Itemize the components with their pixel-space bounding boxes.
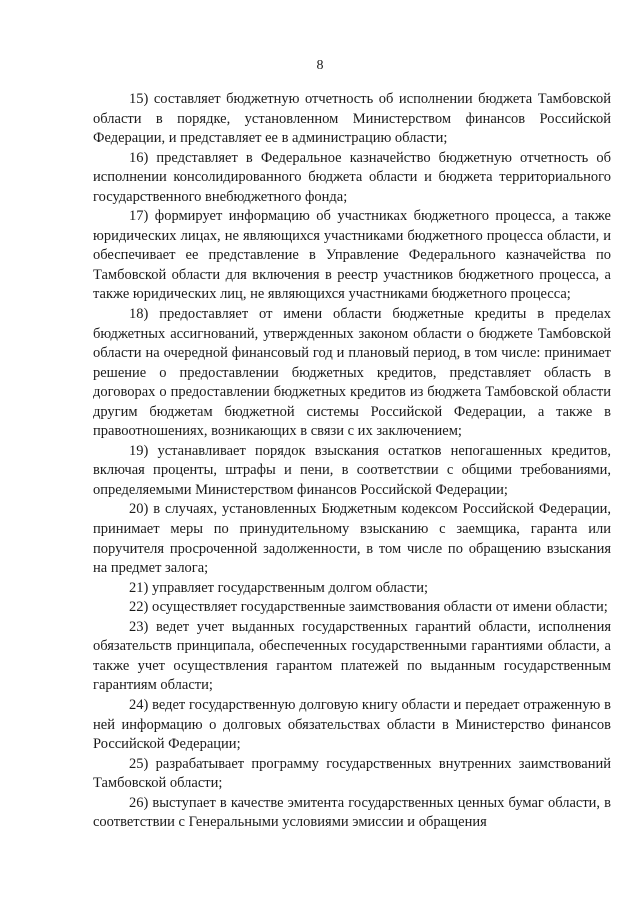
paragraph-19: 19) устанавливает порядок взыскания остатков непогашенных кредитов, включая проценты, штрафы и пени, в соответствии с общими требованиями, определяемыми Министерством финансов Российской Федерации; (93, 442, 611, 498)
paragraph-15: 15) составляет бюджетную отчетность об исполнении бюджета Тамбовской области в порядке, установленном Министерством финансов Российской Федерации, и представляет ее в администрацию области; (93, 91, 611, 147)
paragraph-23: 23) ведет учет выданных государственных гарантий области, исполнения обязательств принципала, обеспеченных государственными гарантиями области, а также учет осуществления гарантом платежей по выданным государственным гарантиям области; (93, 618, 611, 694)
paragraph-24: 24) ведет государственную долговую книгу области и передает отраженную в ней информацию о долговых обязательствах области в Министерство финансов Российской Федерации; (93, 696, 611, 753)
paragraph-26: 26) выступает в качестве эмитента государственных ценных бумаг области, в соответствии с Генеральными условиями эмиссии и обращения (93, 794, 611, 831)
paragraph-16: 16) представляет в Федеральное казначейство бюджетную отчетность об исполнении консолидированного бюджета области и бюджета территориального государственного внебюджетного фонда; (93, 149, 611, 205)
paragraph-22: 22) осуществляет государственные заимствования области от имени области; (129, 599, 608, 616)
paragraph-21: 21) управляет государственным долгом области; (129, 579, 429, 596)
paragraph-25: 25) разрабатывает программу государственных внутренних заимствований Тамбовской области; (93, 755, 611, 792)
paragraph-20: 20) в случаях, установленных Бюджетным кодексом Российской Федерации, принимает меры по принудительному взысканию с заемщика, гаранта или поручителя просроченной задолженности, в том числе по обращению взыскания на предмет залога; (93, 501, 611, 577)
paragraph-17: 17) формирует информацию об участниках бюджетного процесса, а также юридических лицах, не являющихся участниками бюджетного процесса области, и обеспечивает ее представление в Управление Федерального казначейства по Тамбовской области для включения в реестр участников бюджетного процесса, а также юридических лиц, не являющихся участниками бюджетного процесса; (93, 208, 611, 303)
paragraph-18: 18) предоставляет от имени области бюджетные кредиты в пределах бюджетных ассигнований, утвержденных законом области о бюджете Тамбовской области на очередной финансовый год и плановый период, в том числе: принимает решение о предоставлении бюджетных кредитов, представляет область в договорах о предоставлении бюджетных кредитов из бюджета Тамбовской области другим бюджетам бюджетной системы Российской Федерации, а также в правоотношениях, возникающих в связи с их заключением; (93, 306, 611, 440)
page-number: 8 (316, 58, 324, 73)
document-body (93, 90, 611, 833)
